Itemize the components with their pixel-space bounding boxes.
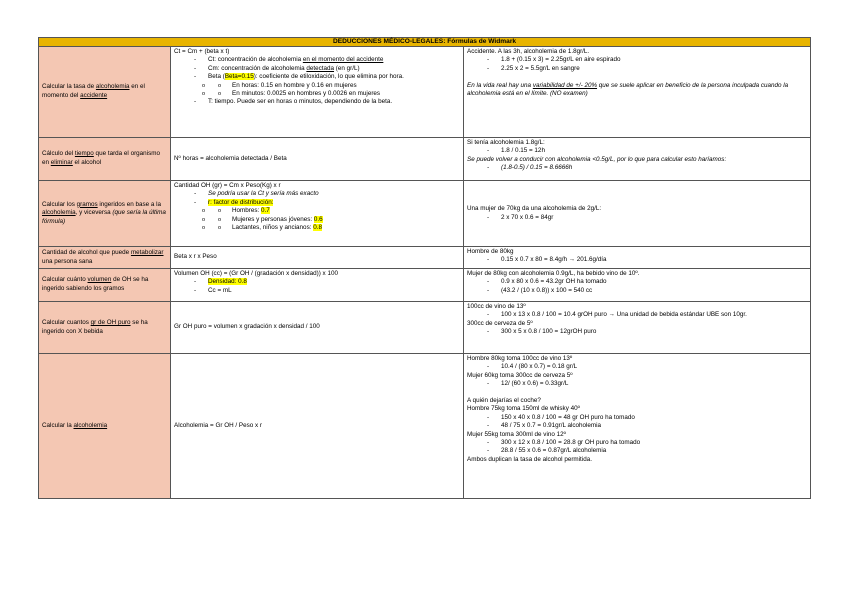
table-title-row bbox=[39, 38, 811, 47]
row-label: Calcular los gramos ingeridos en base a la alcoholemia, y viceversa (que sería la última fórmula) bbox=[39, 181, 171, 247]
row-label: Calcular cuantos gr de OH puro se ha ingerido con X bebida bbox=[39, 302, 171, 354]
example-cell: Hombre 80kg toma 100cc de vino 13º - 10.4 / (80 x 0.7) = 0.18 gr/L Mujer 60kg toma 300cc de cerveza 5º - 12/ (60 x 0.6) = 0.33gr/L A quién dejarías el coche? Hombre 75kg toma 150ml de whisky 40º - 150 x 40 x 0.8 / 100 = 48 gr OH puro ha tomado - 48 / 75 x 0.7 = 0.91gr/L alcoholemia Mujer 55kg toma 300ml de vino 12º - 300 x 12 x 0.8 / 100 = 28.8 gr OH puro ha tomado - 28.8 / 55 x 0.6 = 0.87gr/L alcoholemia Ambos duplican la tasa de alcohol permitida. bbox=[464, 354, 811, 499]
row-label: Calcular la tasa de alcoholemia en el momento del accidente bbox=[39, 47, 171, 138]
table-row bbox=[39, 269, 811, 302]
example-cell: Accidente. A las 3h, alcoholemia de 1.8gr/L. - 1.8 + (0.15 x 3) = 2.25gr/L en aire espirado - 2.25 x 2 = 5.5gr/L en sangre En la vida real hay una variabilidad de +/- 20% que se suele aplicar en beneficio de la persona inculpada cuando la alcoholemia está en el límite. (NO examen) bbox=[464, 47, 811, 138]
formula-cell: Alcoholemia = Gr OH / Peso x r bbox=[171, 354, 464, 499]
example-cell: Mujer de 80kg con alcoholemia 0.9g/L, ha bebido vino de 10º. - 0.9 x 80 x 0.6 = 43.2gr OH ha tomado - (43.2 / (10 x 0.8)) x 100 = 540 cc bbox=[464, 269, 811, 302]
table-row bbox=[39, 181, 811, 247]
document-page bbox=[38, 37, 810, 499]
table-row bbox=[39, 354, 811, 499]
example-cell: Hombre de 80kg - 0.15 x 0.7 x 80 = 8.4g/h → 201.6g/día bbox=[464, 247, 811, 269]
table-row bbox=[39, 247, 811, 269]
row-label: Cantidad de alcohol que puede metabolizar una persona sana bbox=[39, 247, 171, 269]
table-title: DEDUCCIONES MÉDICO-LEGALES: Fórmulas de Widmark bbox=[39, 38, 811, 47]
table-row bbox=[39, 47, 811, 138]
row-label: Cálculo del tiempo que tarda el organismo en eliminar el alcohol bbox=[39, 138, 171, 181]
table-row bbox=[39, 302, 811, 354]
example-cell: Una mujer de 70kg da una alcoholemia de 2g/L: - 2 x 70 x 0.6 = 84gr bbox=[464, 181, 811, 247]
widmark-table bbox=[38, 37, 811, 499]
example-cell: 100cc de vino de 13º - 100 x 13 x 0.8 / 100 = 10.4 grOH puro → Una unidad de bebida estándar UBE son 10gr. 300cc de cerveza de 5º - 300 x 5 x 0.8 / 100 = 12grOH puro bbox=[464, 302, 811, 354]
formula-cell: Nº horas = alcoholemia detectada / Beta bbox=[171, 138, 464, 181]
table-row bbox=[39, 138, 811, 181]
formula-cell: Cantidad OH (gr) = Cm x Peso(Kg) x r - Se podría usar la Ct y sería más exacto - r: factor de distribución: o o Hombres: 0.7 o o Mujeres y personas jóvenes: 0.6 o o Lactantes, niños y ancianos: 0.8 bbox=[171, 181, 464, 247]
example-cell: Si tenía alcoholemia 1.8g/L: - 1.8 / 0.15 = 12h Se puede volver a conducir con alcoholemia <0.5g/L, por lo que para calcular esto haríamos: - (1.8-0.5) / 0.15 = 8.6666h bbox=[464, 138, 811, 181]
formula-cell: Ct = Cm + (beta x t) - Ct: concentración de alcoholemia en el momento del accidente - Cm: concentración de alcoholemia detectada (en gr/L) - Beta (Beta=0.15): coeficiente de etiloxidación, lo que elimina por hora. o o En horas: 0.15 en hombre y 0.16 en mujeres o o En minutos: 0.0025 en hombres y 0.0026 en mujeres - T: tiempo. Puede ser en horas o minutos, dependiendo de la beta. bbox=[171, 47, 464, 138]
row-label: Calcular cuánto volumen de OH se ha ingerido sabiendo los gramos bbox=[39, 269, 171, 302]
formula-cell: Gr OH puro = volumen x gradación x densidad / 100 bbox=[171, 302, 464, 354]
row-label: Calcular la alcoholemia bbox=[39, 354, 171, 499]
formula-cell: Beta x r x Peso bbox=[171, 247, 464, 269]
formula-cell: Volumen OH (cc) = (Gr OH / (gradación x densidad)) x 100 - Densidad: 0.8 - Cc = mL bbox=[171, 269, 464, 302]
